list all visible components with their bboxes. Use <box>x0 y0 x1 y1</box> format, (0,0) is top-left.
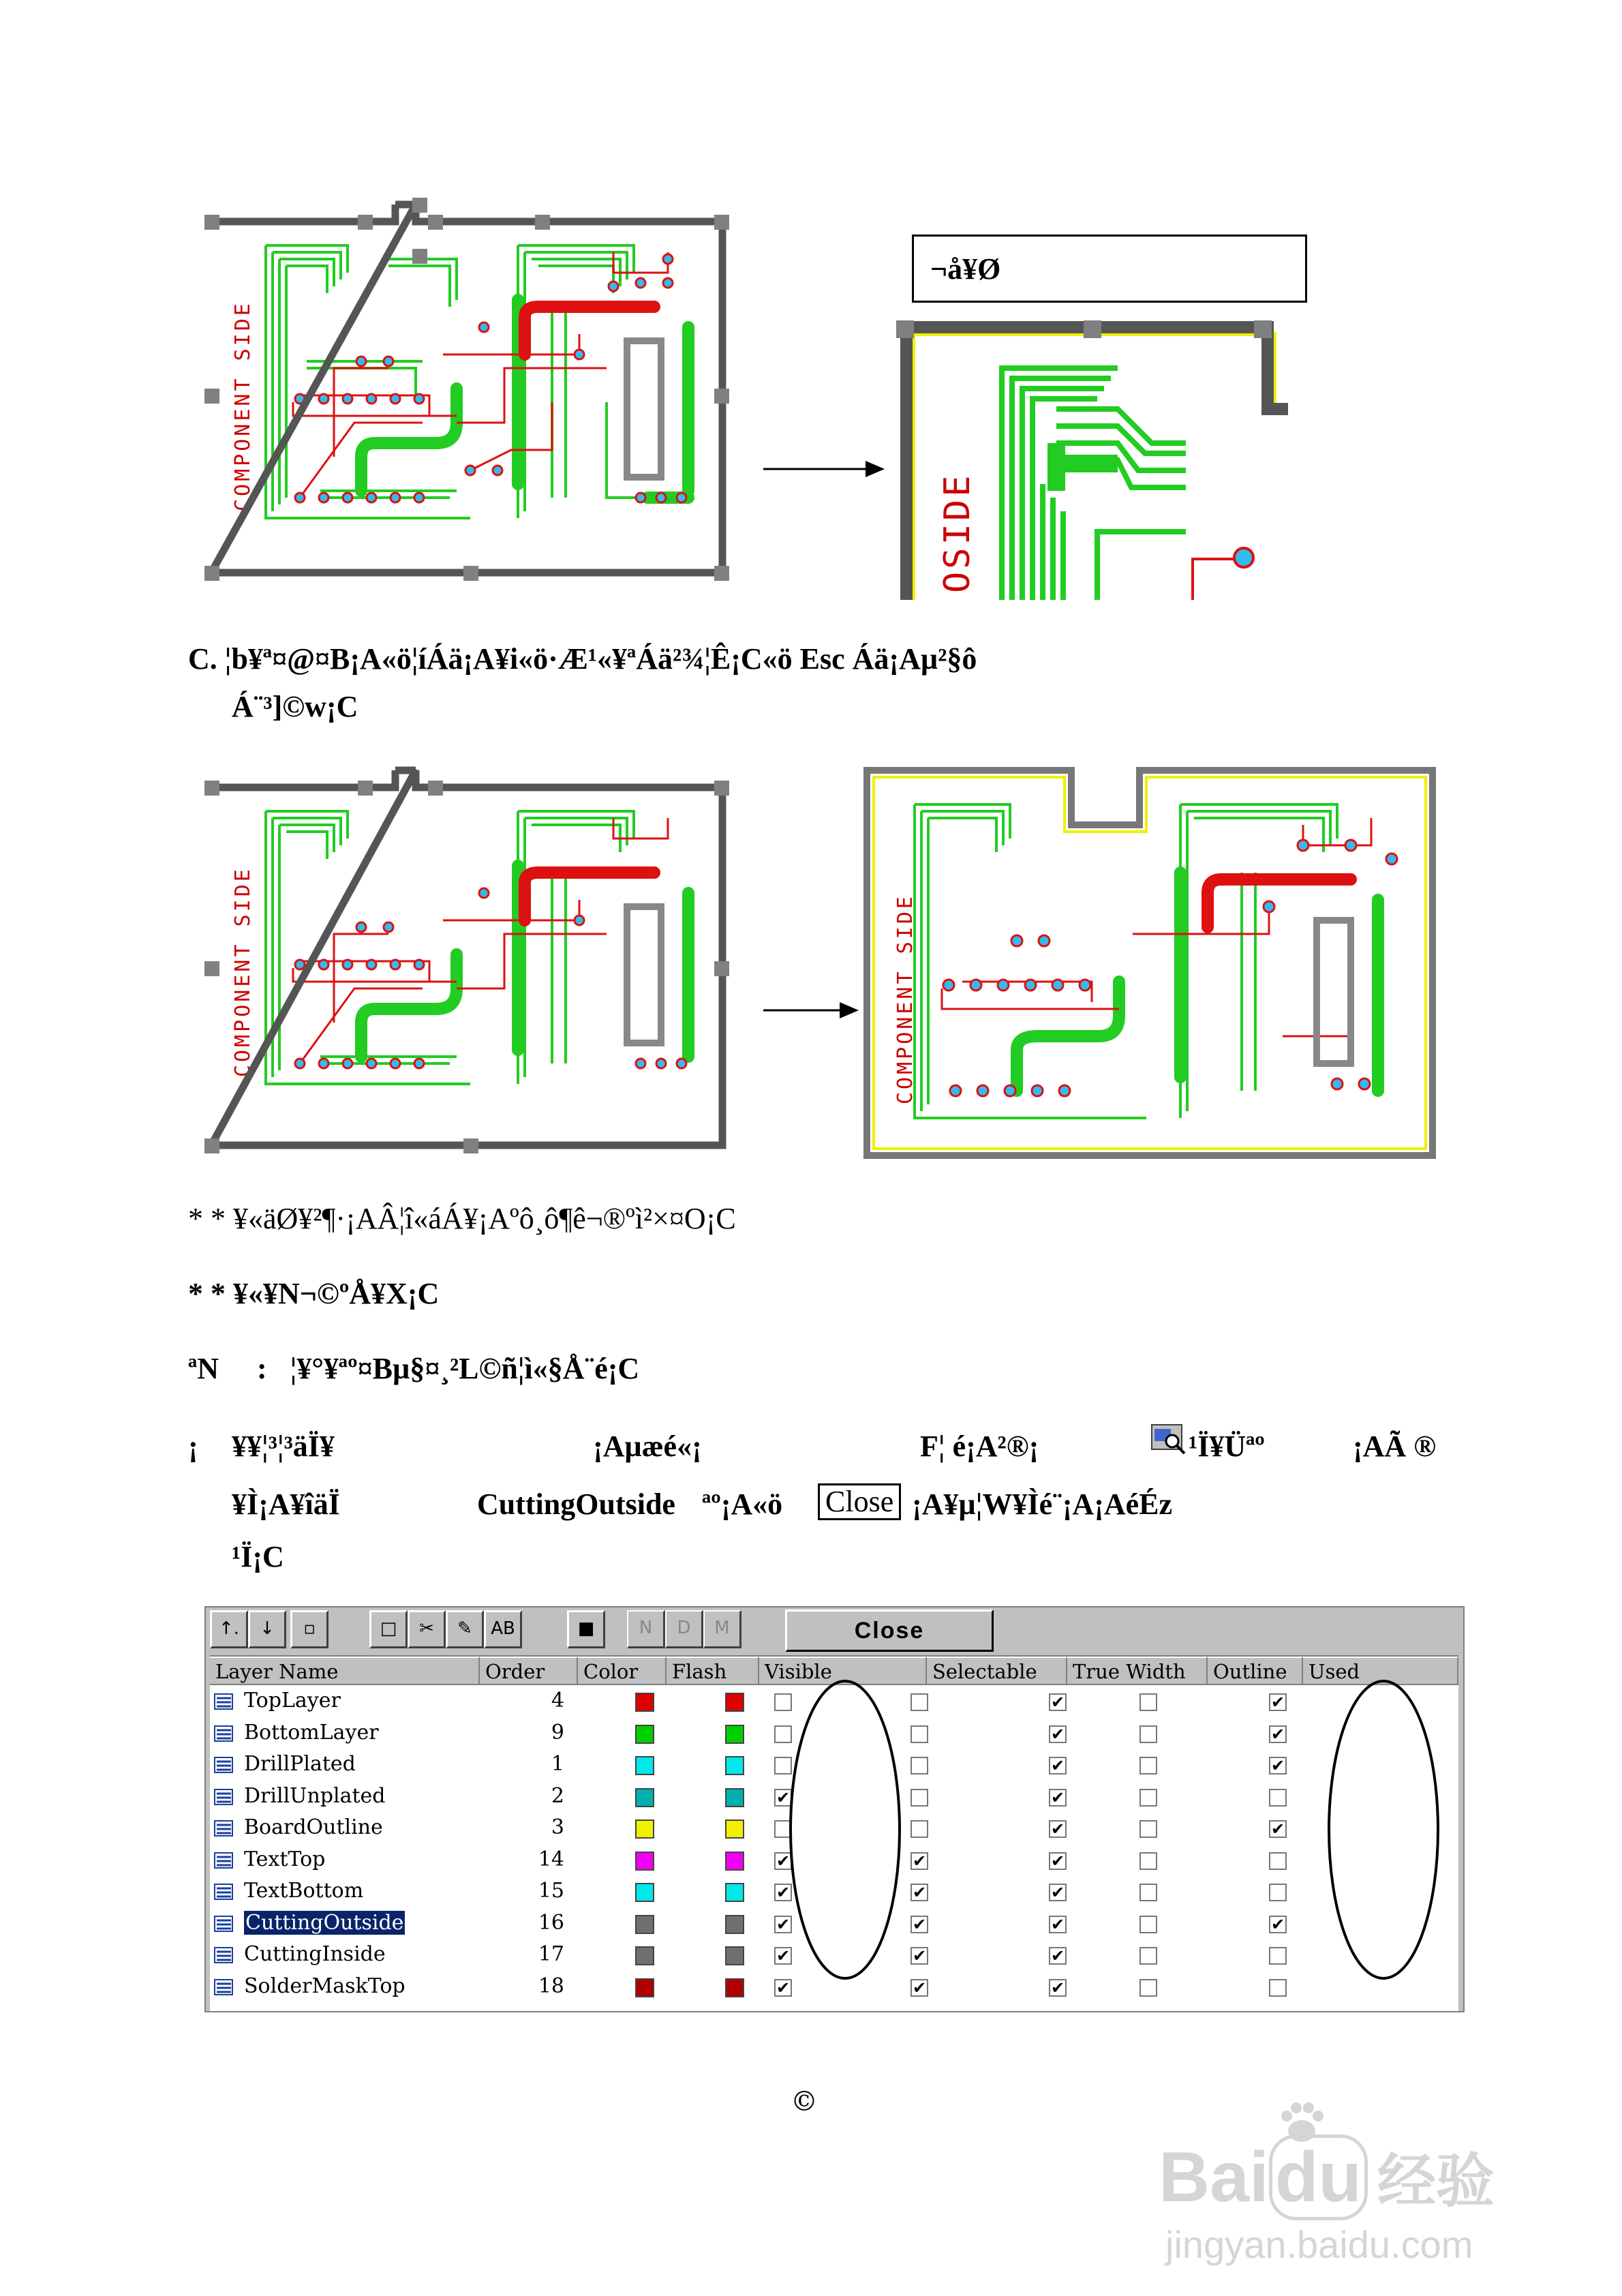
layer-order: 18 <box>538 1974 564 1998</box>
note-2: * * ¥«¥N¬©ºÅ¥X¡C <box>188 1277 440 1310</box>
layer-stack-icon <box>213 1978 236 1998</box>
new-layer-icon: □ <box>380 1618 397 1639</box>
column-header-flash[interactable]: Flash <box>667 1657 759 1685</box>
step-line1-c: F¦ é¡A²®¡ <box>920 1430 1039 1463</box>
cutting-outside-frame-1 <box>204 198 729 581</box>
color-swatch[interactable] <box>635 1693 654 1712</box>
callout-box <box>912 235 1307 303</box>
toolbar-button-delete-layer[interactable] <box>408 1610 446 1648</box>
d-icon: D <box>677 1618 691 1638</box>
layer-name: TextTop <box>244 1847 326 1871</box>
layer-order: 9 <box>551 1720 564 1744</box>
true-width-checkbox[interactable]: ✔ <box>1049 1979 1067 1997</box>
true-width-checkbox[interactable]: ✔ <box>1049 1947 1067 1965</box>
color-swatch[interactable] <box>635 1756 654 1775</box>
arrow-icon <box>763 455 886 483</box>
selectable-checkbox[interactable]: ✔ <box>911 1947 928 1965</box>
used-checkbox[interactable]: ✔ <box>1269 1820 1287 1838</box>
layer-name: CuttingOutside <box>245 1910 404 1935</box>
layer-name-cell[interactable] <box>244 1940 386 1972</box>
layer-order: 2 <box>551 1783 564 1808</box>
visible-checkbox[interactable]: ✔ <box>774 1979 792 1997</box>
column-header-selectable[interactable]: Selectable <box>927 1657 1067 1685</box>
flash-swatch[interactable] <box>725 1756 744 1775</box>
toolbar-button-move-down[interactable] <box>248 1610 286 1648</box>
layer-name: DrillUnplated <box>244 1783 386 1808</box>
n-icon: N <box>639 1618 653 1638</box>
step-line1-b: ¡Aµæé«¡ <box>593 1430 702 1463</box>
layer-name: SolderMaskTop <box>244 1974 406 1998</box>
watermark-brand-cn: 经验 <box>1377 2147 1495 2216</box>
note-3-body: ¦¥°¥ªº¤Bµ§¤¸²L©ñ¦ì«§Å¨é¡C <box>290 1352 640 1385</box>
watermark-brand: Bai <box>1159 2138 1269 2217</box>
pcb-label-2: COMPONENT SIDE <box>231 866 255 1077</box>
true-width-checkbox[interactable]: ✔ <box>1049 1725 1067 1743</box>
layer-stack-icon <box>213 1946 236 1966</box>
true-width-checkbox[interactable]: ✔ <box>1049 1852 1067 1870</box>
pcb-figure-1 <box>198 198 756 586</box>
visible-checkbox[interactable]: ✔ <box>774 1884 792 1901</box>
move-up-icon: ↑. <box>218 1618 240 1639</box>
flash-swatch[interactable] <box>725 1915 744 1934</box>
layer-name-cell[interactable] <box>244 1782 385 1813</box>
flash-swatch[interactable] <box>725 1978 744 1997</box>
toolbar-button-columns[interactable] <box>290 1610 328 1648</box>
color-swatch[interactable] <box>635 1819 654 1839</box>
layer-stack-icon <box>213 1692 236 1712</box>
layer-order: 14 <box>538 1847 564 1871</box>
toolbar-button-new-layer[interactable] <box>369 1610 408 1648</box>
step-line2-close: Close <box>818 1483 901 1520</box>
layer-name-cell[interactable] <box>244 1687 341 1718</box>
paragraph-c-line2: Á¨³]©w¡C <box>232 690 358 723</box>
layer-name: TopLayer <box>244 1689 341 1712</box>
edit-layer-icon: ✎ <box>457 1618 472 1639</box>
toolbar-button-rename-layer[interactable] <box>484 1610 522 1648</box>
pcb-zoom-view <box>893 307 1295 600</box>
layer-name-cell[interactable] <box>244 1909 405 1940</box>
visible-checkbox[interactable]: ✔ <box>774 1789 792 1807</box>
watermark-brand-du: du <box>1269 2134 1368 2220</box>
pcb-label-3: COMPONENT SIDE <box>893 894 917 1104</box>
color-swatch[interactable] <box>635 1852 654 1871</box>
toolbar-button-move-up[interactable] <box>210 1610 248 1648</box>
flash-swatch[interactable] <box>725 1693 744 1712</box>
toolbar-button-d[interactable] <box>665 1610 703 1648</box>
step-line1-a: ¥¥¦³¦³äÏ¥ <box>232 1430 335 1463</box>
layer-stack-icon <box>213 1851 236 1871</box>
note-3 <box>188 1354 639 1384</box>
move-down-icon: ↓ <box>260 1618 275 1639</box>
toolbar-button-edit-layer[interactable] <box>446 1610 484 1648</box>
layer-stack-icon <box>213 1914 236 1935</box>
pcb-result-board <box>860 764 1446 1166</box>
pcb-label-1: COMPONENT SIDE <box>231 301 255 511</box>
arrow-icon-2 <box>763 997 859 1024</box>
step-bullet: ¡ <box>188 1430 198 1463</box>
columns-icon: ▫ <box>303 1618 316 1639</box>
paragraph-c-line1: C. ¦b¥ª¤@¤B¡A«ö¦íÁä¡A¥i«ö·Æ¹«¥ªÁä²¾¦Ê¡C«ö Esc Áä¡Aµ²§ô <box>188 642 977 676</box>
layer-name: BoardOutline <box>244 1815 383 1839</box>
true-width-checkbox[interactable]: ✔ <box>1049 1789 1067 1807</box>
column-header-color[interactable]: Color <box>578 1657 667 1685</box>
step-line2-c: ¡A¥µ¦W¥Ìé¨¡A¡AéÉz <box>912 1487 1173 1521</box>
note-3-colon: : <box>256 1352 267 1385</box>
true-width-checkbox[interactable]: ✔ <box>1049 1693 1067 1711</box>
step-line1-d: ¹Ï¥Üªº <box>1189 1430 1265 1463</box>
layer-name: DrillPlated <box>244 1752 356 1776</box>
save-icon: ■ <box>577 1618 595 1639</box>
layer-name-cell[interactable] <box>244 1877 363 1908</box>
layer-name-cell[interactable] <box>244 1719 379 1750</box>
layer-order: 15 <box>538 1879 564 1903</box>
layer-name-cell[interactable] <box>244 1813 383 1845</box>
layer-name: TextBottom <box>244 1879 364 1903</box>
step-line2-target: CuttingOutside <box>477 1487 675 1521</box>
layer-stack-icon <box>213 1819 236 1839</box>
layer-name-cell[interactable] <box>244 1845 325 1877</box>
layer-stack-icon <box>213 1755 236 1776</box>
note-3-prefix: ªN <box>188 1352 219 1385</box>
step-line1-e: ¡AÃ ® <box>1353 1430 1437 1463</box>
toolbar-button-m[interactable] <box>703 1610 741 1648</box>
step-line2-b: ªº¡A«ö <box>702 1487 783 1521</box>
column-header-visible[interactable]: Visible <box>759 1657 927 1685</box>
selectable-checkbox[interactable]: ✔ <box>911 1979 928 1997</box>
baidu-watermark <box>1159 2100 1595 2266</box>
step-line3: ¹Ï¡C <box>232 1540 284 1573</box>
pcb-figure-2 <box>198 764 756 1166</box>
selectable-checkbox[interactable]: ✔ <box>911 1916 928 1933</box>
layer-stack-icon <box>213 1882 236 1903</box>
toolbar-button-save[interactable] <box>567 1610 605 1648</box>
visible-checkbox[interactable]: ✔ <box>774 1852 792 1870</box>
delete-layer-icon: ✂ <box>419 1618 434 1639</box>
color-swatch[interactable] <box>635 1978 654 1997</box>
visible-checkbox[interactable]: ✔ <box>774 1947 792 1965</box>
layer-name: BottomLayer <box>244 1720 379 1744</box>
pcb-board-1 <box>231 245 688 518</box>
color-swatch[interactable] <box>635 1946 654 1965</box>
layer-name: CuttingInside <box>244 1942 386 1966</box>
m-icon: M <box>714 1618 730 1638</box>
view-layers-icon <box>1149 1422 1189 1456</box>
layer-order: 17 <box>538 1942 564 1966</box>
flash-swatch[interactable] <box>725 1725 744 1744</box>
close-button[interactable]: Close <box>785 1610 994 1652</box>
visible-column-ellipse <box>791 1681 900 1978</box>
flash-swatch[interactable] <box>725 1819 744 1839</box>
column-header-outline[interactable]: Outline <box>1208 1657 1303 1685</box>
flash-swatch[interactable] <box>725 1946 744 1965</box>
layer-name-cell[interactable] <box>244 1750 356 1781</box>
color-swatch[interactable] <box>635 1883 654 1902</box>
used-checkbox[interactable]: ✔ <box>1269 1916 1287 1933</box>
layer-name-cell[interactable] <box>244 1972 406 2004</box>
true-width-checkbox[interactable]: ✔ <box>1049 1884 1067 1901</box>
used-checkbox[interactable]: ✔ <box>1269 1693 1287 1711</box>
used-column-ellipse <box>1329 1681 1438 1978</box>
layer-stack-icon <box>213 1724 236 1744</box>
toolbar-button-n[interactable] <box>627 1610 665 1648</box>
step-line2-a: ¥Ì¡A¥îäÏ <box>232 1487 340 1521</box>
color-swatch[interactable] <box>635 1788 654 1807</box>
true-width-checkbox[interactable]: ✔ <box>1049 1757 1067 1774</box>
layer-order: 3 <box>551 1815 564 1839</box>
callout-label: ¬å¥Ø <box>930 252 1001 286</box>
layer-order: 16 <box>538 1910 564 1935</box>
column-header-true-width[interactable]: True Width <box>1067 1657 1208 1685</box>
used-checkbox[interactable]: ✔ <box>1269 1757 1287 1774</box>
note-1: * * ¥«äØ¥²¶·¡AÂ¦î«áÁ¥¡Aºô¸ô¶ê¬®ºì²×¤O¡C <box>188 1202 736 1235</box>
color-swatch[interactable] <box>635 1915 654 1934</box>
annotation-ellipses <box>784 1677 1452 1991</box>
selectable-checkbox[interactable]: ✔ <box>911 1852 928 1870</box>
column-header-layer-name[interactable]: Layer Name <box>210 1657 480 1685</box>
column-header-order[interactable]: Order <box>480 1657 578 1685</box>
color-swatch[interactable] <box>635 1725 654 1744</box>
rename-layer-icon: AB <box>491 1618 515 1639</box>
page-number: © <box>791 2086 818 2117</box>
layer-order: 1 <box>551 1752 564 1776</box>
pcb-zoom-label: OSIDE <box>937 472 978 593</box>
watermark-url: jingyan.baidu.com <box>1165 2223 1473 2266</box>
layer-stack-icon <box>213 1787 236 1808</box>
flash-swatch[interactable] <box>725 1852 744 1871</box>
visible-checkbox[interactable]: ✔ <box>774 1916 792 1933</box>
true-width-checkbox[interactable]: ✔ <box>1049 1916 1067 1933</box>
column-header-used[interactable]: Used <box>1303 1657 1458 1685</box>
used-checkbox[interactable]: ✔ <box>1269 1725 1287 1743</box>
flash-swatch[interactable] <box>725 1883 744 1902</box>
true-width-checkbox[interactable]: ✔ <box>1049 1820 1067 1838</box>
selectable-checkbox[interactable]: ✔ <box>911 1884 928 1901</box>
flash-swatch[interactable] <box>725 1788 744 1807</box>
layer-order: 4 <box>551 1689 564 1712</box>
